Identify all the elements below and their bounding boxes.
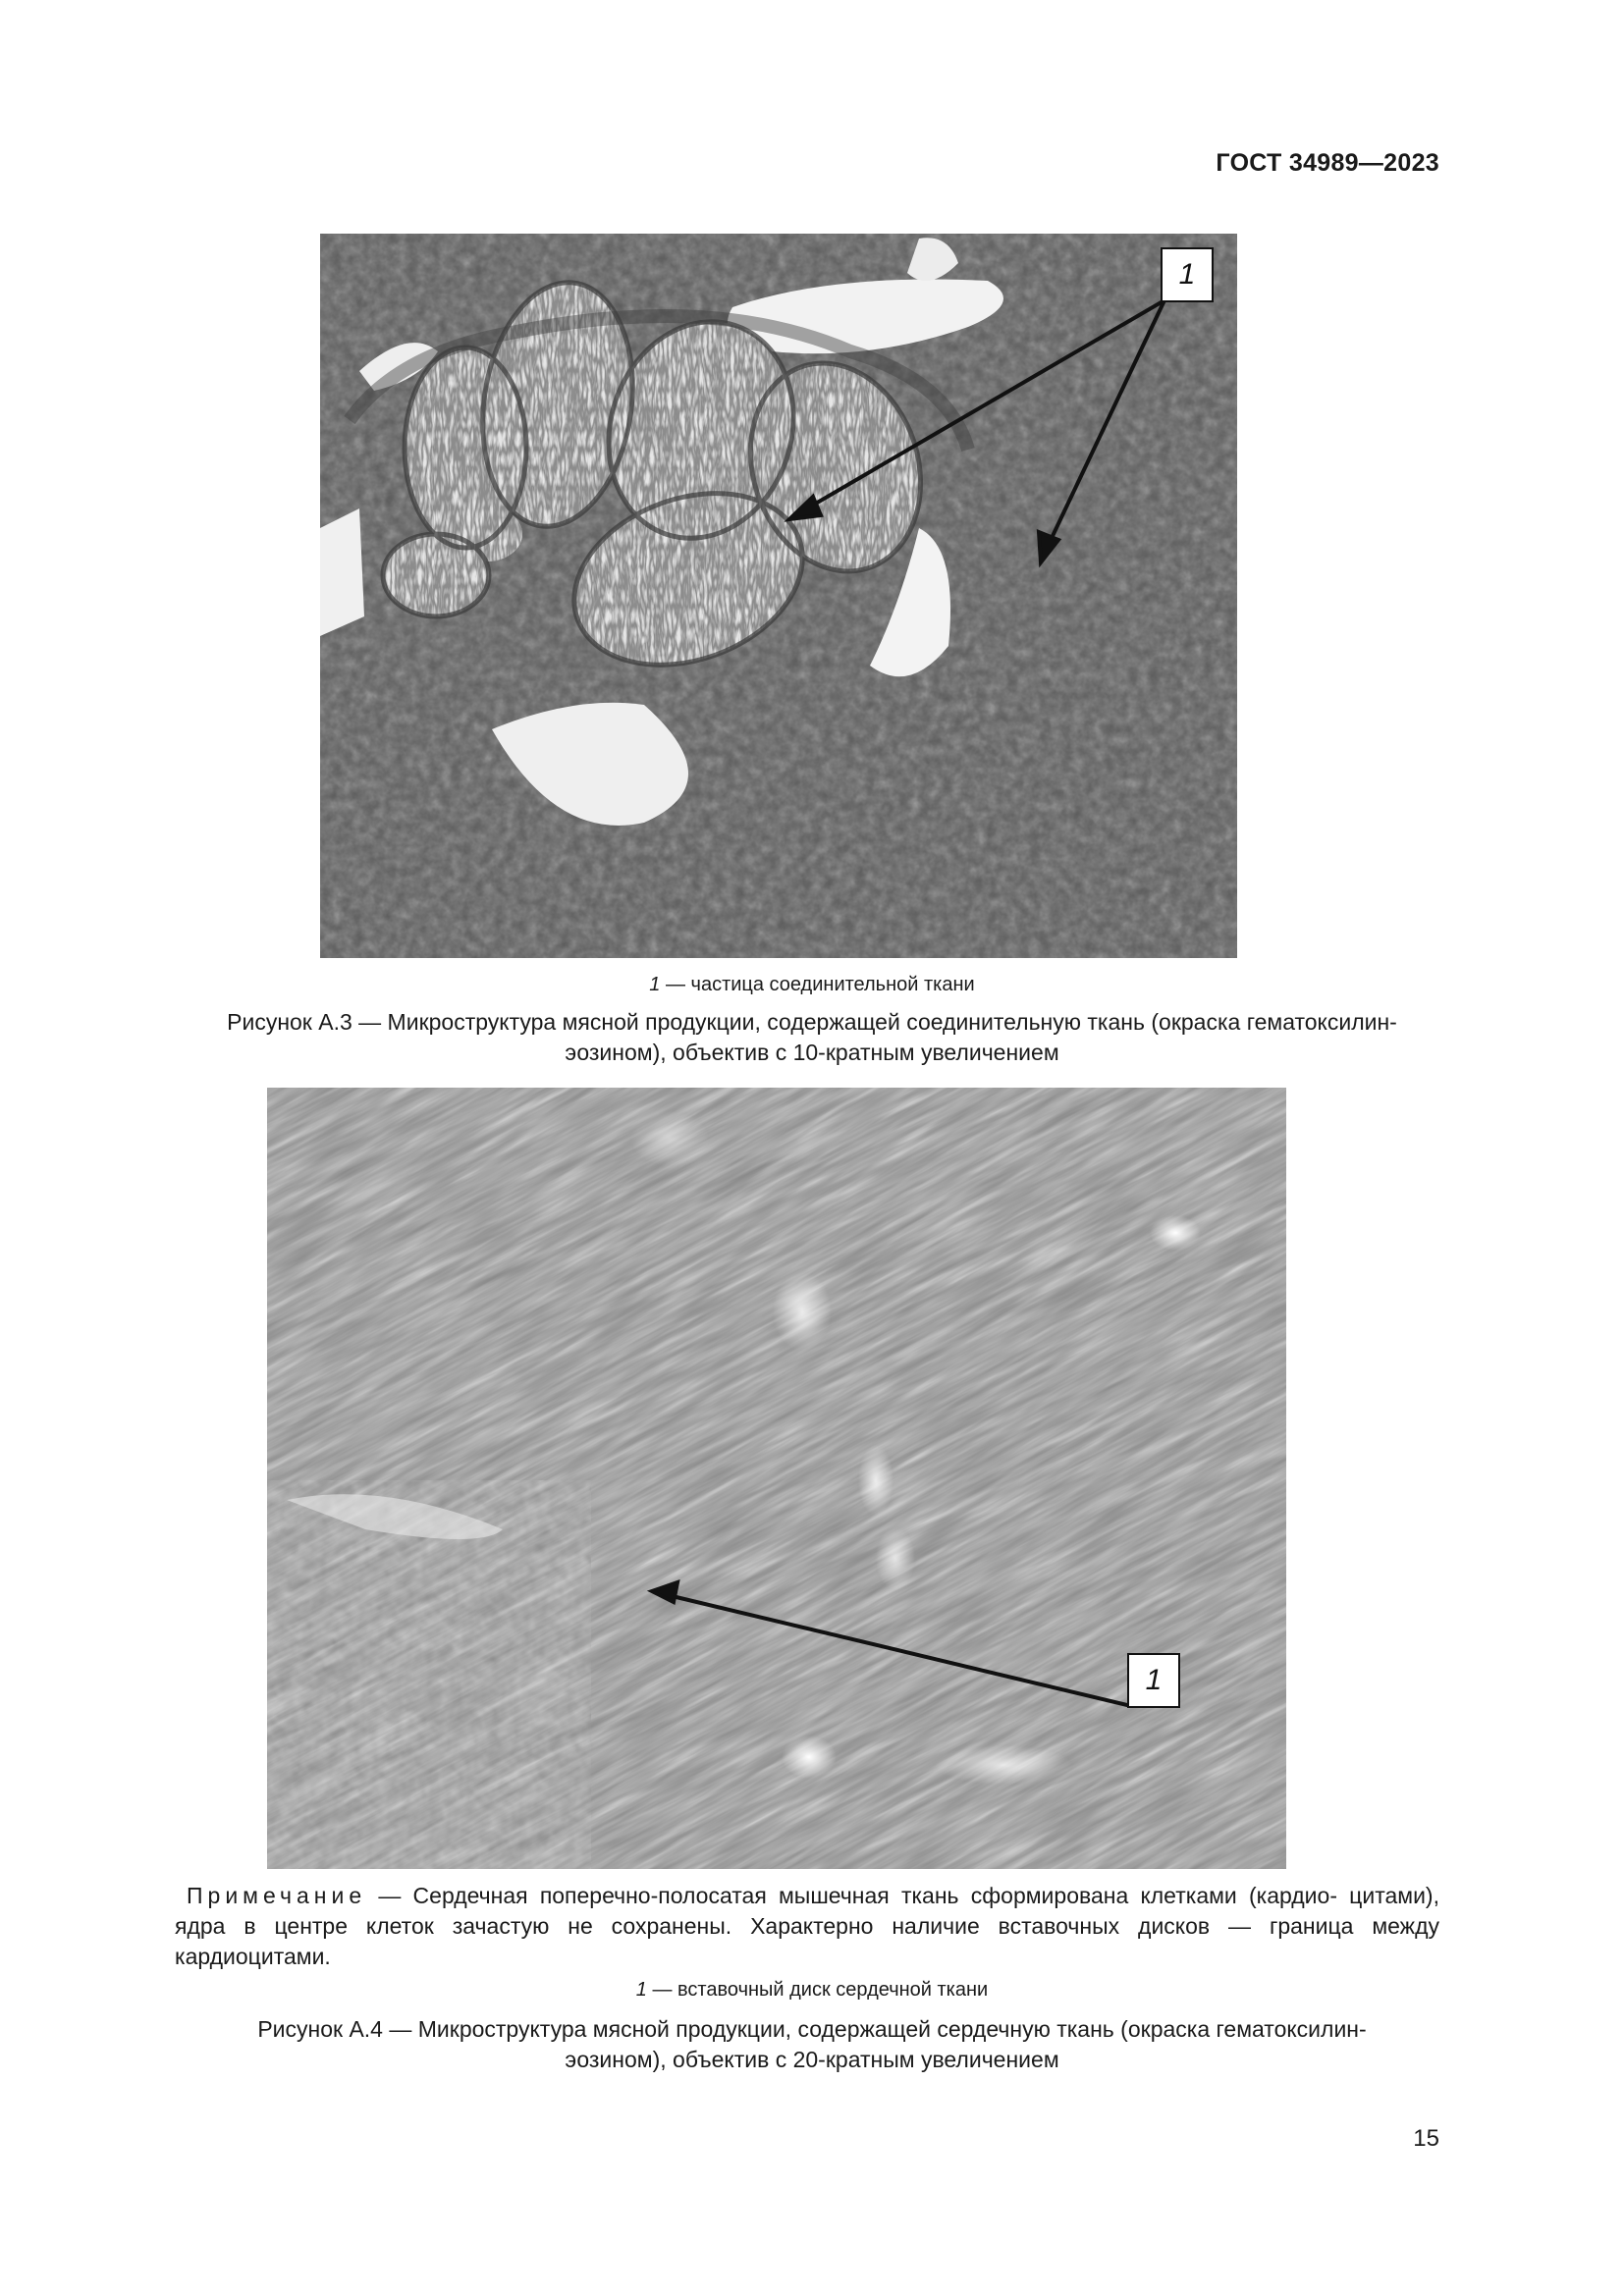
standard-header: ГОСТ 34989—2023: [1216, 149, 1439, 177]
figure-a3-caption: [118, 1007, 1506, 1068]
legend-text: — вставочный диск сердечной ткани: [646, 1979, 989, 2001]
figure-a4-caption: [118, 2014, 1506, 2075]
caption-line: эозином), объектив с 10-кратным увеличением: [565, 1040, 1059, 1065]
note-text: — Сердечная поперечно-полосатая мышечная ткань сформирована клетками (кардио- цитами), ядра в центре клеток зачастую не сохранены. Характерно наличие вставочных дисков — граница между кардиоцитами.: [175, 1883, 1439, 1969]
micrograph-cardiac-tissue: [267, 1088, 1286, 1869]
figure-a4-legend: [0, 1979, 1624, 2002]
callout-label-1: 1: [1161, 247, 1214, 302]
caption-line: Рисунок А.3 — Микроструктура мясной продукции, содержащей соединительную ткань (окраска гематоксилин-: [227, 1009, 1397, 1035]
legend-number: 1: [649, 974, 661, 995]
legend-number: 1: [635, 1979, 647, 2001]
caption-line: эозином), объектив с 20-кратным увеличением: [565, 2047, 1059, 2072]
legend-text: — частица соединительной ткани: [660, 974, 975, 995]
figure-a4-note: [175, 1881, 1439, 1972]
page-number: 15: [1413, 2125, 1439, 2152]
callout-label-1: 1: [1127, 1653, 1180, 1708]
figure-a3-legend: [0, 974, 1624, 996]
note-lead: Примечание: [187, 1883, 367, 1908]
micrograph-connective-tissue: [320, 234, 1237, 958]
caption-line: Рисунок А.4 — Микроструктура мясной продукции, содержащей сердечную ткань (окраска гематоксилин-: [257, 2016, 1367, 2042]
